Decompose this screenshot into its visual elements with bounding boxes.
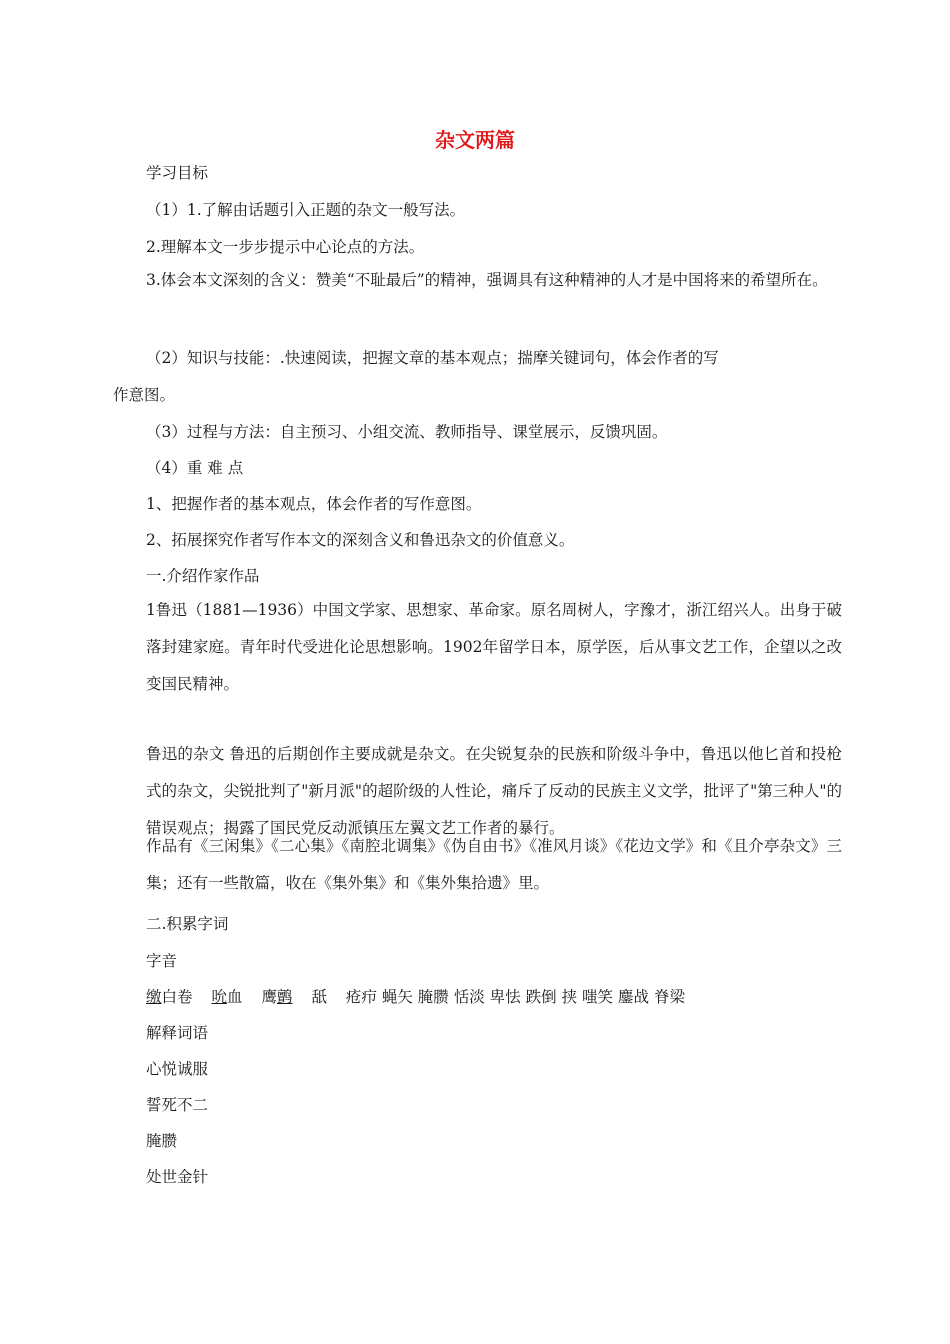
char-word: 鹰 — [261, 988, 277, 1006]
glossary-heading: 解释词语 — [146, 1024, 209, 1042]
section-2-heading: 二.积累字词 — [146, 915, 229, 933]
char-underlined: 鹯 — [276, 988, 293, 1006]
goal-2: 2.理解本文一步步提示中心论点的方法。 — [146, 238, 425, 256]
skill-line-1: （2）知识与技能：.快速阅读，把握文章的基本观点；揣摩关键词句，体会作者的写 — [146, 349, 719, 367]
char-word: 舐 — [311, 988, 327, 1006]
character-list — [146, 986, 685, 1008]
char-word: 嗤笑 — [582, 988, 614, 1006]
goal-1: （1）1.了解由话题引入正题的杂文一般写法。 — [146, 201, 466, 219]
char-word: 蝇矢 — [381, 988, 413, 1006]
document-title: 杂文两篇 — [435, 128, 515, 152]
keypoint-1: 1、把握作者的基本观点，体会作者的写作意图。 — [146, 495, 482, 513]
char-word: 腌臜 — [417, 988, 449, 1006]
essays-paragraph: 鲁迅的杂文 鲁迅的后期创作主要成就是杂文。在尖锐复杂的民族和阶级斗争中，鲁迅以他匕首和投枪式的杂文，尖锐批判了"新月派"的超阶级的人性论，痛斥了反动的民族主义文学，批评了"第三种人"的错误观点；揭露了国民党反动派镇压左翼文艺工作者的暴行。 — [146, 745, 842, 837]
glossary-term: 心悦诚服 — [146, 1060, 209, 1078]
char-word: 鏖战 — [617, 988, 649, 1006]
glossary-term: 处世金针 — [146, 1168, 209, 1186]
pronunciation-heading: 字音 — [146, 952, 178, 970]
skill-line-2: 作意图。 — [113, 386, 176, 404]
section-1-heading: 一.介绍作家作品 — [146, 567, 260, 585]
char-word: 挟 — [561, 988, 578, 1006]
char-word: 卑怯 — [489, 988, 521, 1006]
keypoints-heading: （4）重 难 点 — [146, 459, 244, 477]
keypoint-2: 2、拓展探究作者写作本文的深刻含义和鲁迅杂文的价值意义。 — [146, 531, 575, 549]
author-bio: 1鲁迅（1881—1936）中国文学家、思想家、革命家。原名周树人，字豫才，浙江绍兴人。出身于破落封建家庭。青年时代受进化论思想影响。1902年留学日本，原学医，后从事文艺工作，企望以之改变国民精神。 — [146, 601, 842, 693]
char-word: 白卷 — [161, 988, 193, 1006]
works-paragraph: 作品有《三闲集》《二心集》《南腔北调集》《伪自由书》《准风月谈》《花边文学》和《且介亭杂文》三集；还有一些散篇，收在《集外集》和《集外集拾遗》里。 — [146, 837, 842, 892]
goals-heading: 学习目标 — [146, 164, 209, 182]
char-word: 恬淡 — [453, 988, 485, 1006]
glossary-term: 誓死不二 — [146, 1096, 209, 1114]
glossary-term: 腌臜 — [146, 1132, 178, 1150]
char-word: 跌倒 — [525, 988, 557, 1006]
char-underlined: 吮 — [211, 988, 227, 1006]
char-underlined: 缴 — [146, 988, 162, 1006]
char-word: 脊梁 — [653, 988, 685, 1006]
goal-3: 3.体会本文深刻的含义：赞美“不耻最后”的精神，强调具有这种精神的人才是中国将来的希望所在。 — [146, 271, 828, 289]
char-word: 血 — [226, 988, 243, 1006]
char-word: 疮疖 — [345, 988, 377, 1006]
process-line: （3）过程与方法：自主预习、小组交流、教师指导、课堂展示，反馈巩固。 — [146, 423, 668, 441]
